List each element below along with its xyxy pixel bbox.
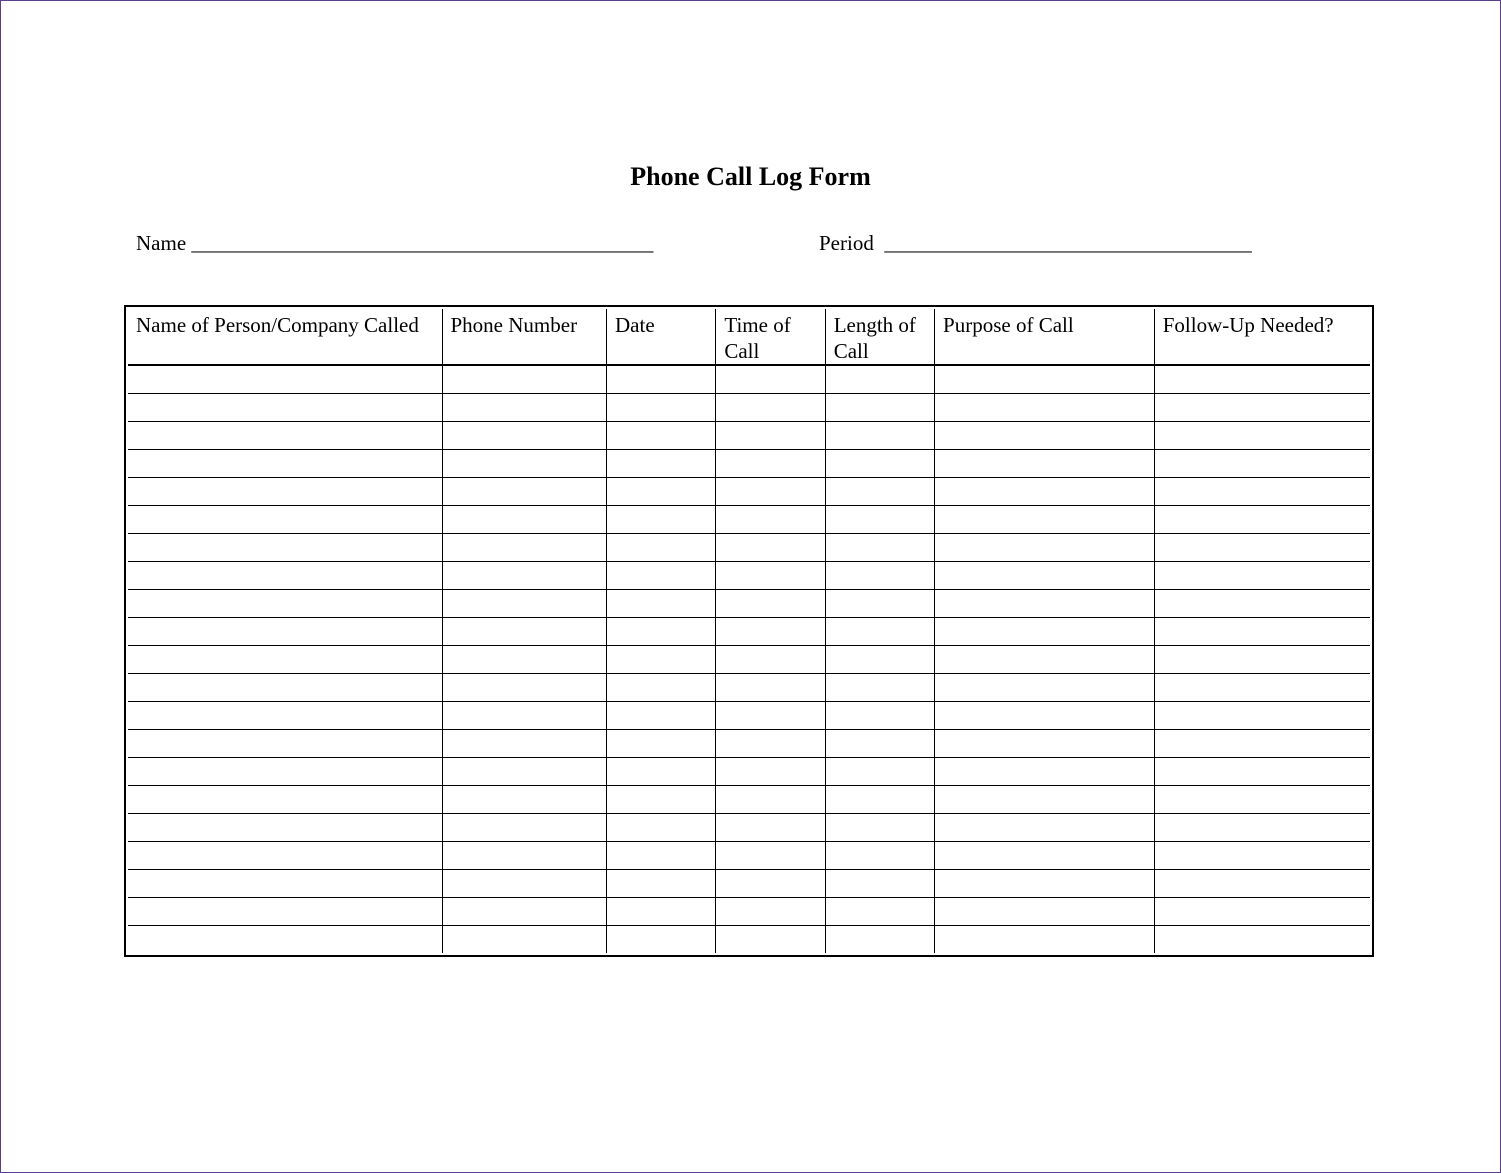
table-cell[interactable] [825, 394, 934, 422]
table-cell[interactable] [607, 450, 716, 478]
table-cell[interactable] [716, 562, 825, 590]
table-cell[interactable] [825, 450, 934, 478]
table-cell[interactable] [442, 870, 607, 898]
column-header-follow-up-needed: Follow-Up Needed? [1154, 309, 1370, 365]
table-cell[interactable] [607, 926, 716, 953]
table-row [128, 450, 1370, 478]
table-cell[interactable] [1154, 842, 1370, 870]
table-cell[interactable] [607, 646, 716, 674]
table-cell[interactable] [935, 422, 1155, 450]
table-cell[interactable] [716, 898, 825, 926]
table-cell[interactable] [128, 365, 442, 394]
table-row [128, 926, 1370, 953]
table-cell[interactable] [716, 506, 825, 534]
column-header-length-of-call: Length of Call [825, 309, 934, 365]
table-cell[interactable] [1154, 758, 1370, 786]
table-cell[interactable] [825, 730, 934, 758]
table-cell[interactable] [128, 562, 442, 590]
table-cell[interactable] [1154, 534, 1370, 562]
table-row [128, 590, 1370, 618]
table-cell[interactable] [716, 814, 825, 842]
table-cell[interactable] [716, 842, 825, 870]
table-cell[interactable] [1154, 674, 1370, 702]
table-cell[interactable] [825, 478, 934, 506]
header-row [128, 309, 1370, 365]
table-cell[interactable] [1154, 926, 1370, 953]
table-cell[interactable] [607, 870, 716, 898]
table-row [128, 534, 1370, 562]
table-cell[interactable] [1154, 422, 1370, 450]
table-cell[interactable] [1154, 506, 1370, 534]
table-cell[interactable] [128, 506, 442, 534]
table-cell[interactable] [825, 842, 934, 870]
table-cell[interactable] [1154, 814, 1370, 842]
table-cell[interactable] [935, 590, 1155, 618]
table-cell[interactable] [442, 365, 607, 394]
column-header-phone-number: Phone Number [442, 309, 607, 365]
table-cell[interactable] [128, 394, 442, 422]
name-field[interactable]: Name ____________________________________________ [136, 231, 654, 255]
table-cell[interactable] [607, 562, 716, 590]
table-cell[interactable] [442, 842, 607, 870]
table-row [128, 786, 1370, 814]
table-cell[interactable] [607, 478, 716, 506]
table-cell[interactable] [825, 562, 934, 590]
table-cell[interactable] [825, 422, 934, 450]
table-cell[interactable] [1154, 478, 1370, 506]
table-cell[interactable] [825, 814, 934, 842]
table-cell[interactable] [1154, 646, 1370, 674]
table-cell[interactable] [442, 758, 607, 786]
table-cell[interactable] [607, 422, 716, 450]
table-cell[interactable] [1154, 394, 1370, 422]
table-cell[interactable] [935, 730, 1155, 758]
table-cell[interactable] [128, 730, 442, 758]
table-cell[interactable] [716, 870, 825, 898]
table-row [128, 758, 1370, 786]
table-cell[interactable] [442, 562, 607, 590]
table-cell[interactable] [128, 422, 442, 450]
table-cell[interactable] [128, 590, 442, 618]
table-cell[interactable] [825, 590, 934, 618]
table-cell[interactable] [607, 702, 716, 730]
column-header-time-of-call: Time of Call [716, 309, 825, 365]
table-cell[interactable] [825, 870, 934, 898]
table-cell[interactable] [935, 842, 1155, 870]
column-header-name: Name of Person/Company Called [128, 309, 442, 365]
table-cell[interactable] [128, 870, 442, 898]
table-cell[interactable] [1154, 618, 1370, 646]
table-cell[interactable] [825, 898, 934, 926]
table-cell[interactable] [607, 814, 716, 842]
table-cell[interactable] [1154, 786, 1370, 814]
table-cell[interactable] [1154, 450, 1370, 478]
table-cell[interactable] [825, 786, 934, 814]
table-cell[interactable] [825, 365, 934, 394]
table-cell[interactable] [1154, 898, 1370, 926]
table-cell[interactable] [442, 926, 607, 953]
table-cell[interactable] [935, 786, 1155, 814]
table-cell[interactable] [935, 702, 1155, 730]
table-cell[interactable] [442, 618, 607, 646]
table-cell[interactable] [825, 534, 934, 562]
table-cell[interactable] [716, 702, 825, 730]
table-cell[interactable] [716, 478, 825, 506]
table-cell[interactable] [607, 394, 716, 422]
table-cell[interactable] [716, 926, 825, 953]
table-cell[interactable] [935, 618, 1155, 646]
table-cell[interactable] [1154, 365, 1370, 394]
table-cell[interactable] [716, 646, 825, 674]
table-cell[interactable] [716, 674, 825, 702]
table-cell[interactable] [128, 450, 442, 478]
table-cell[interactable] [825, 646, 934, 674]
table-cell[interactable] [935, 534, 1155, 562]
table-row [128, 870, 1370, 898]
table-cell[interactable] [442, 506, 607, 534]
table-cell[interactable] [935, 646, 1155, 674]
table-row [128, 394, 1370, 422]
table-cell[interactable] [935, 758, 1155, 786]
table-cell[interactable] [716, 730, 825, 758]
table-cell[interactable] [607, 534, 716, 562]
table-cell[interactable] [128, 786, 442, 814]
table-cell[interactable] [128, 926, 442, 953]
table-cell[interactable] [935, 870, 1155, 898]
table-cell[interactable] [128, 758, 442, 786]
table-cell[interactable] [442, 674, 607, 702]
table-cell[interactable] [607, 758, 716, 786]
table-cell[interactable] [716, 758, 825, 786]
table-cell[interactable] [128, 618, 442, 646]
call-log-table [124, 305, 1374, 957]
table-cell[interactable] [716, 450, 825, 478]
table-cell[interactable] [607, 618, 716, 646]
table-cell[interactable] [935, 926, 1155, 953]
table-cell[interactable] [442, 590, 607, 618]
table-cell[interactable] [935, 365, 1155, 394]
table-cell[interactable] [1154, 702, 1370, 730]
table-cell[interactable] [607, 590, 716, 618]
table-cell[interactable] [442, 702, 607, 730]
table-row [128, 562, 1370, 590]
table-cell[interactable] [128, 842, 442, 870]
table-row [128, 478, 1370, 506]
table-cell[interactable] [825, 702, 934, 730]
table-cell[interactable] [1154, 870, 1370, 898]
table-cell[interactable] [935, 674, 1155, 702]
table-cell[interactable] [128, 898, 442, 926]
table-cell[interactable] [442, 422, 607, 450]
table-cell[interactable] [935, 394, 1155, 422]
table-cell[interactable] [442, 814, 607, 842]
table-cell[interactable] [128, 534, 442, 562]
table-cell[interactable] [442, 646, 607, 674]
table-row [128, 898, 1370, 926]
table-row [128, 365, 1370, 394]
table-cell[interactable] [935, 478, 1155, 506]
table-cell[interactable] [716, 618, 825, 646]
table-cell[interactable] [607, 730, 716, 758]
table-cell[interactable] [442, 478, 607, 506]
table-cell[interactable] [442, 534, 607, 562]
table-cell[interactable] [128, 814, 442, 842]
table-cell[interactable] [825, 758, 934, 786]
table-cell[interactable] [607, 842, 716, 870]
table-cell[interactable] [935, 562, 1155, 590]
table-cell[interactable] [716, 590, 825, 618]
table-cell[interactable] [716, 365, 825, 394]
table-cell[interactable] [716, 786, 825, 814]
table-cell[interactable] [935, 898, 1155, 926]
column-header-date: Date [607, 309, 716, 365]
table-cell[interactable] [607, 674, 716, 702]
table-cell[interactable] [607, 365, 716, 394]
table-cell[interactable] [716, 394, 825, 422]
table-cell[interactable] [716, 422, 825, 450]
table-cell[interactable] [825, 674, 934, 702]
table-cell[interactable] [935, 450, 1155, 478]
table-cell[interactable] [442, 450, 607, 478]
table-cell[interactable] [128, 674, 442, 702]
table-cell[interactable] [825, 926, 934, 953]
call-log-grid [128, 309, 1370, 953]
table-row [128, 730, 1370, 758]
table-row [128, 814, 1370, 842]
table-cell[interactable] [716, 534, 825, 562]
table-cell[interactable] [607, 506, 716, 534]
form-title: Phone Call Log Form [630, 162, 871, 191]
column-header-purpose-of-call: Purpose of Call [935, 309, 1155, 365]
table-cell[interactable] [442, 898, 607, 926]
table-body [128, 365, 1370, 953]
table-row [128, 674, 1370, 702]
table-cell[interactable] [442, 730, 607, 758]
table-row [128, 842, 1370, 870]
table-cell[interactable] [935, 506, 1155, 534]
table-cell[interactable] [128, 478, 442, 506]
table-cell[interactable] [607, 786, 716, 814]
table-row [128, 506, 1370, 534]
table-row [128, 618, 1370, 646]
table-cell[interactable] [825, 506, 934, 534]
period-field[interactable]: Period ___________________________________ [819, 231, 1252, 255]
table-row [128, 646, 1370, 674]
table-cell[interactable] [442, 394, 607, 422]
table-row [128, 422, 1370, 450]
table-cell[interactable] [1154, 562, 1370, 590]
table-cell[interactable] [1154, 730, 1370, 758]
table-cell[interactable] [1154, 590, 1370, 618]
table-cell[interactable] [128, 646, 442, 674]
table-cell[interactable] [442, 786, 607, 814]
table-cell[interactable] [607, 898, 716, 926]
table-cell[interactable] [128, 702, 442, 730]
table-row [128, 702, 1370, 730]
table-cell[interactable] [935, 814, 1155, 842]
table-cell[interactable] [825, 618, 934, 646]
